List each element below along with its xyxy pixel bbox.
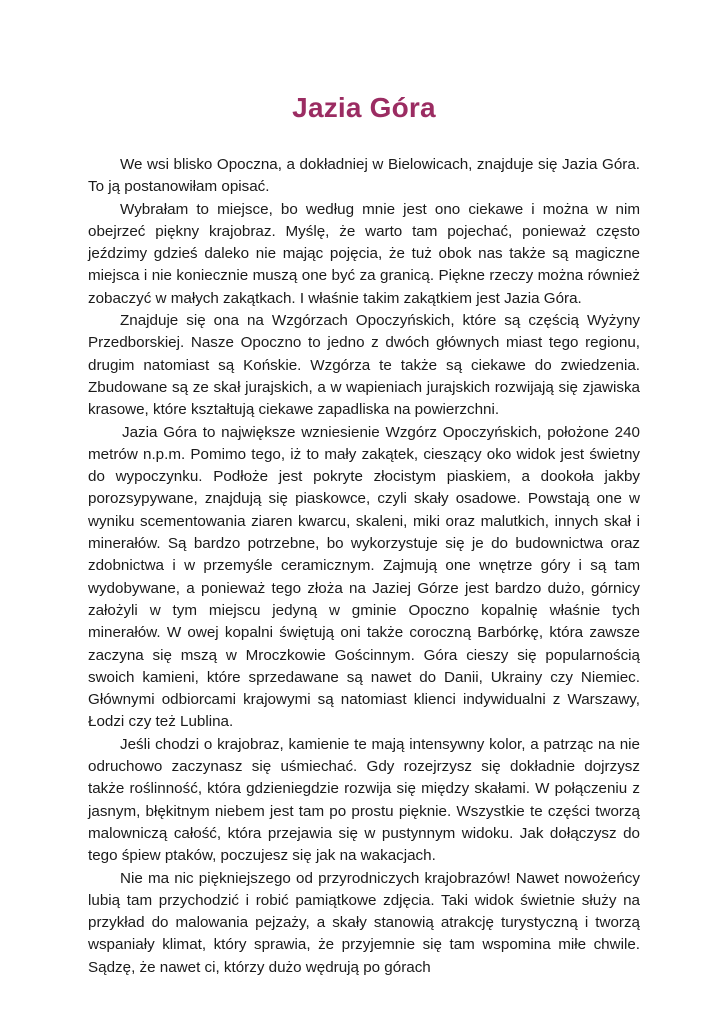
paragraph-choice: Wybrałam to miejsce, bo według mnie jest ono ciekawe i można w nim obejrzeć piękny krajobraz. Myślę, że warto tam pojechać, ponieważ często jeździmy gdzieś daleko nie mając pojęcia, że tuż obok nas także są magiczne miejsca i nie koniecznie muszą one być za granicą. Piękne rzeczy można również zobaczyć w małych zakątkach. I właśnie takim zakątkiem jest Jazia Góra. bbox=[88, 200, 640, 307]
paragraph-geology: Jazia Góra to największe wzniesienie Wzgórz Opoczyńskich, położone 240 metrów n.p.m. Pomimo tego, iż to mały zakątek, cieszący oko widok jest świetny do wypoczynku. Podłoże jest pokryte złocistym piaskiem, a dookoła jakby porozsypywane, znajdują się piaskowce, czyli skały osadowe. Powstają one w wyniku scementowania ziaren kwarcu, skaleni, miki oraz malutkich, innych skał i minerałów. Są bardzo potrzebne, bo wykorzystuje się je do budownictwa oraz zdobnictwa i w przemyśle ceramicznym. Zajmują one wnętrze góry i są tam wydobywane, a ponieważ tego złoża na Jaziej Górze jest bardzo dużo, górnicy założyli w tym miejscu jedyną w gminie Opoczno kopalnię właśnie tych minerałów. W owej kopalni świętują oni także coroczną Barbórkę, która zawsze zaczyna się mszą w Mroczkowie Gościnnym. Góra cieszy się popularnością swoich kamieni, które sprzedawane są nawet do Danii, Ukrainy czy Niemiec. Głównymi odbiorcami krajowymi są natomiast klienci indywidualni z Warszawy, Łodzi czy też Lublina. bbox=[88, 423, 640, 731]
page-title: Jazia Góra bbox=[292, 92, 436, 123]
paragraph-landscape: Jeśli chodzi o krajobraz, kamienie te mają intensywny kolor, a patrząc na nie odruchowo zaczynasz się uśmiechać. Gdy rozejrzysz się dokładnie dojrzysz także roślinność, która gdzieniegdzie rozwija się między skałami. W połączeniu z jasnym, błękitnym niebem jest tam po prostu pięknie. Wszystkie te części tworzą malowniczą całość, która przejawia się w pustynnym widoku. Jak dołączysz do tego śpiew ptaków, poczujesz się jak na wakacjach. bbox=[88, 735, 640, 865]
document-page bbox=[88, 80, 640, 979]
paragraph-intro: We wsi blisko Opoczna, a dokładniej w Bielowicach, znajduje się Jazia Góra. To ją postanowiłam opisać. bbox=[88, 156, 640, 196]
paragraph-location: Znajduje się ona na Wzgórzach Opoczyńskich, które są częścią Wyżyny Przedborskiej. Nasze Opoczno to jedno z dwóch głównych miast tego regionu, drugim natomiast są Końskie. Wzgórza te także są ciekawe do zwiedzenia. Zbudowane są ze skał jurajskich, a w wapieniach jurajskich rozwijają się zjawiska krasowe, które kształtują ciekawe zapadliska na powierzchni. bbox=[88, 312, 640, 419]
paragraph-nature: Nie ma nic piękniejszego od przyrodniczych krajobrazów! Nawet nowożeńcy lubią tam przychodzić i robić pamiątkowe zdjęcia. Taki widok świetnie służy na przykład do malowania pejzaży, a skały stanowią atrakcję turystyczną i tworzą wspaniały klimat, który sprawia, że przyjemnie się tam wspomina miłe chwile. Sądzę, że nawet ci, którzy dużo wędrują po górach bbox=[88, 869, 640, 976]
